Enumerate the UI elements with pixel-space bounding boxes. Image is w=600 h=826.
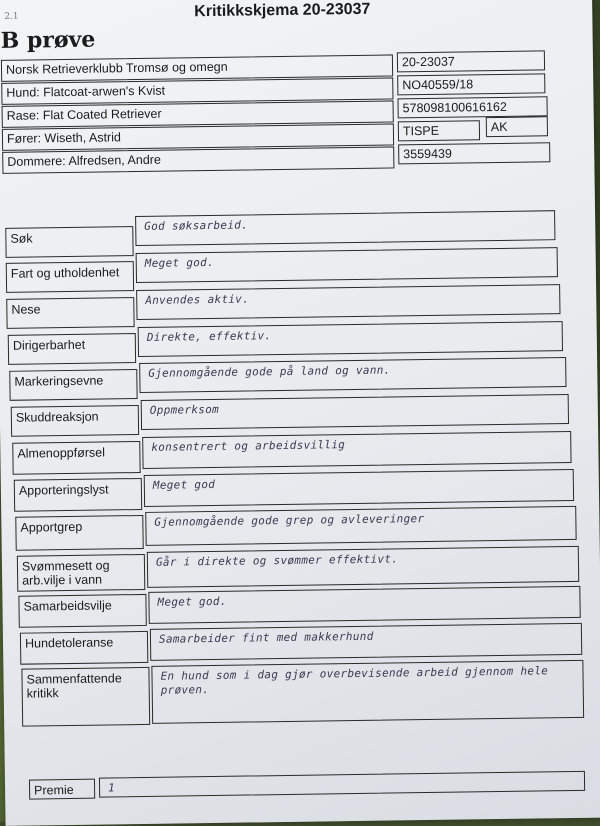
handler-field: Fører: Wiseth, Astrid	[2, 123, 394, 150]
criterion-label: Apporteringslyst	[14, 478, 142, 512]
sex-field: TISPE	[398, 120, 480, 141]
class-field: AK	[486, 116, 548, 137]
criterion-comment: Anvendes aktiv.	[136, 284, 560, 320]
criterion-label: Almenoppførsel	[12, 441, 140, 475]
criterion-label: Nese	[6, 297, 134, 329]
chip-no-field: 578098100616162	[397, 96, 547, 118]
criterion-comment: Gjennomgående gode på land og vann.	[139, 357, 566, 393]
criterion-comment: Direkte, effektiv.	[138, 321, 563, 357]
criterion-label: Fart og utholdenhet	[6, 261, 134, 293]
criterion-label: Sammenfattende kritikk	[21, 667, 150, 727]
criterion-label: Markeringsevne	[9, 369, 137, 401]
dog-field: Hund: Flatcoat-arwen's Kvist	[1, 77, 393, 104]
criterion-comment: God søksarbeid.	[135, 210, 555, 246]
criterion-comment: Gjennomgående gode grep og avleveringer	[145, 506, 576, 546]
criterion-comment: Meget god.	[148, 586, 580, 624]
criterion-comment: En hund som i dag gjør overbevisende arbeid gjennom hele prøven.	[151, 660, 584, 724]
judge-no-field: 3559439	[398, 142, 550, 164]
reg-no-field: NO40559/18	[397, 73, 545, 95]
criterion-label: Hundetoleranse	[20, 631, 148, 665]
criterion-label: Apportgrep	[15, 515, 143, 551]
form-title: Kritikkskjema 20-23037	[194, 0, 371, 21]
criterion-comment: Oppmerksom	[141, 394, 569, 430]
criterion-comment: Meget god	[144, 469, 574, 507]
criterion-comment: konsentrert og arbeidsvillig	[142, 431, 571, 469]
club-code-field: 20-23037	[397, 50, 545, 72]
breed-field: Rase: Flat Coated Retriever	[2, 100, 394, 127]
criterion-comment: Går i direkte og svømmer effektivt.	[147, 546, 579, 588]
criterion-label: Skuddreaksjon	[11, 405, 139, 437]
criterion-comment: Meget god.	[136, 247, 558, 283]
premie-value: 1	[99, 771, 585, 798]
judges-field: Dommere: Alfredsen, Andre	[2, 146, 394, 173]
premie-label: Premie	[29, 779, 95, 800]
criterion-label: Samarbeidsvilje	[18, 594, 146, 628]
criterion-label: Dirigerbarhet	[8, 333, 136, 365]
pencil-note: 2.1	[4, 11, 19, 22]
criterion-comment: Samarbeider fint med makkerhund	[150, 623, 582, 661]
criterion-label: Søk	[5, 226, 133, 258]
form-subtitle: B prøve	[0, 26, 96, 54]
club-field: Norsk Retrieverklubb Tromsø og omegn	[1, 54, 393, 81]
criterion-label: Svømmesett og arb.vilje i vann	[17, 554, 145, 592]
